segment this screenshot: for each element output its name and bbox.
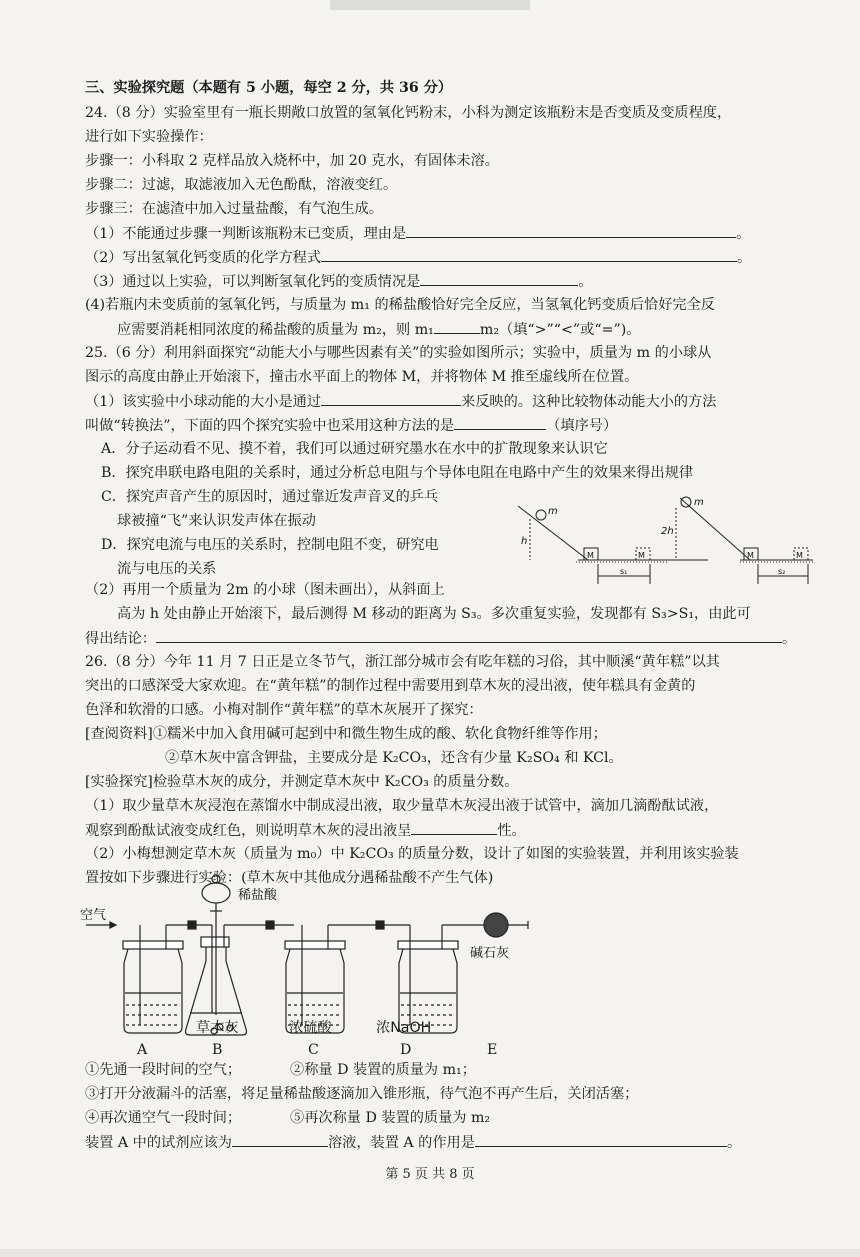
answer-blank[interactable]	[406, 223, 736, 238]
q26-final-b: 溶液，装置 A 的作用是	[327, 1135, 475, 1151]
step-4: ④再次通空气一段时间；	[85, 1110, 242, 1126]
q25-part-2c-text: 得出结论：	[85, 631, 156, 647]
q24-part-4b-pre: 应需要消耗相同浓度的稀盐酸的质量为 m₂，则 m₁	[117, 322, 434, 338]
q25-part-1	[85, 391, 716, 412]
q25-part-2a: （2）再用一个质量为 2m 的小球（图未画出），从斜面上	[85, 582, 445, 598]
fig-block-label: M	[587, 551, 594, 560]
q25-option-c-2: 球被撞“飞”来认识发声体在振动	[117, 513, 316, 529]
q26-part-2b: 置按如下步骤进行实验：(草木灰中其他成分遇稀盐酸不产生气体)	[85, 870, 494, 886]
fig-s1-label: s₁	[620, 567, 628, 576]
q26-reference-1: [查阅资料]①糯米中加入食用碱可起到中和微生物生成的酸、软化食物纤维等作用；	[85, 726, 607, 742]
answer-blank[interactable]	[411, 820, 497, 835]
period: 。	[737, 250, 752, 266]
label-c: C	[308, 1042, 319, 1058]
answer-blank[interactable]	[434, 319, 480, 334]
label-naoh: 浓NaOH	[376, 1020, 432, 1036]
air-label: 空气	[80, 908, 107, 923]
q26-part-2a: （2）小梅想测定草木灰（质量为 m₀）中 K₂CO₃ 的质量分数，设计了如图的实验装置，并利用该实验装	[85, 846, 739, 862]
q26-final-line	[85, 1132, 741, 1153]
q24-part-2-text: （2）写出氢氧化钙变质的化学方程式	[85, 250, 322, 266]
q24-line-2: 进行如下实验操作：	[85, 129, 213, 145]
soda-lime-label: 碱石灰	[470, 946, 510, 961]
q24-part-4b-post: m₂（填“>”“<”或“=”)。	[479, 322, 641, 338]
answer-blank[interactable]	[321, 247, 737, 262]
q26-reference-2: ②草木灰中富含钾盐，主要成分是 K₂CO₃，还含有少量 K₂SO₄ 和 KCl。	[165, 750, 623, 766]
q24-part-1	[85, 223, 750, 244]
period: 。	[736, 226, 751, 242]
tube-e	[484, 913, 528, 937]
answer-blank[interactable]	[454, 415, 546, 430]
step-2: ②称量 D 装置的质量为 m₁；	[290, 1062, 476, 1078]
fig-m-label: m	[694, 497, 704, 508]
fig-block-label: M	[796, 551, 803, 560]
q25-line-4-post: （填序号）	[546, 418, 618, 434]
label-h2so4: 浓硫酸	[289, 1020, 332, 1036]
q25-part-2c	[85, 628, 796, 649]
q24-step-1: 步骤一：小科取 2 克样品放入烧杯中，加 20 克水，有固体未溶。	[85, 153, 499, 169]
period: 。	[726, 1135, 742, 1151]
q25-option-d-2: 流与电压的关系	[117, 561, 217, 577]
fig-m-label: m	[548, 506, 558, 517]
scan-mark-top	[330, 0, 530, 10]
fig-block-label: M	[638, 551, 645, 560]
q24-part-2	[85, 247, 751, 268]
label-d: D	[400, 1042, 412, 1058]
answer-blank[interactable]	[475, 1132, 727, 1147]
q24-part-3-text: （3）通过以上实验，可以判断氢氧化钙的变质情况是	[85, 274, 421, 290]
q26-part-1b	[85, 820, 526, 841]
q24-part-4b	[117, 319, 640, 340]
q25-option-c-1: C．探究声音产生的原因时，通过靠近发声音叉的乒乓	[101, 489, 439, 505]
q24-step-3: 步骤三：在滤渣中加入过量盐酸，有气泡生成。	[85, 201, 383, 217]
q26-part-1b-post: 性。	[497, 823, 526, 839]
fig-h-label: h	[521, 536, 528, 547]
q25-part-1-pre: （1）该实验中小球动能的大小是通过	[85, 394, 322, 410]
section-title: 三、实验探究题（本题有 5 小题，每空 2 分，共 36 分）	[85, 80, 453, 96]
step-3: ③打开分液漏斗的活塞，将足量稀盐酸逐滴加入锥形瓶，待气泡不再产生后，关闭活塞；	[85, 1086, 639, 1102]
q24-part-3	[85, 271, 593, 292]
q25-option-a: A．分子运动看不见、摸不着，我们可以通过研究墨水在水中的扩散现象来认识它	[101, 441, 608, 457]
bottle-c	[285, 925, 345, 1033]
step-5: ⑤再次称量 D 装置的质量为 m₂	[290, 1110, 491, 1126]
label-e: E	[487, 1042, 498, 1058]
incline-figure	[508, 488, 818, 588]
q26-part-1b-pre: 观察到酚酞试液变成红色，则说明草木灰的浸出液呈	[85, 823, 412, 839]
q24-step-2: 步骤二：过滤，取滤液加入无色酚酞，溶液变红。	[85, 177, 398, 193]
q25-line-1: 25.（6 分）利用斜面探究“动能大小与哪些因素有关”的实验如图所示；实验中，质量为 m 的小球从	[85, 345, 712, 361]
fig-s2-label: s₂	[778, 567, 786, 576]
hcl-label: 稀盐酸	[238, 888, 278, 903]
q26-line-2: 突出的口感深受大家欢迎。在“黄年糕”的制作过程中需要用到草木灰的浸出液，使年糕具有金黄的	[85, 678, 696, 694]
fig-block-label: M	[747, 551, 754, 560]
q25-line-4	[85, 415, 617, 436]
q26-final-a: 装置 A 中的试剂应该为	[85, 1135, 232, 1151]
period: 。	[781, 631, 797, 647]
q24-line-1: 24.（8 分）实验室里有一瓶长期敞口放置的氢氧化钙粉末，小科为测定该瓶粉末是否变质及变质程度，	[85, 105, 732, 121]
answer-blank[interactable]	[420, 271, 578, 286]
bottle-a	[123, 925, 183, 1033]
bottle-d	[398, 925, 458, 1033]
q26-part-1a: （1）取少量草木灰浸泡在蒸馏水中制成浸出液，取少量草木灰浸出液于试管中，滴加几滴酚酞试液，	[85, 798, 719, 814]
step-1: ①先通一段时间的空气；	[85, 1062, 242, 1078]
q24-part-1-text: （1）不能通过步骤一判断该瓶粉末已变质，理由是	[85, 226, 407, 242]
q25-part-2b: 高为 h 处由静止开始滚下，最后测得 M 移动的距离为 S₃。多次重复实验，发现都有 S₃>S₁，由此可	[117, 606, 751, 622]
q25-line-4-pre: 叫做“转换法”，下面的四个探究实验中也采用这种方法的是	[85, 418, 455, 434]
q25-option-b: B．探究串联电路电阻的关系时，通过分析总电阻与个导体电阻在电路中产生的效果来得出规律	[101, 465, 694, 481]
q25-part-1-post: 来反映的。这种比较物体动能大小的方法	[461, 394, 717, 410]
q25-option-d-1: D．探究电流与电压的关系时，控制电阻不变，研究电	[101, 537, 439, 553]
q26-line-3: 色泽和软滑的口感。小梅对制作“黄年糕”的草木灰展开了探究：	[85, 702, 483, 718]
answer-blank[interactable]	[156, 628, 782, 643]
incline-diagram-1	[518, 506, 708, 584]
q26-explore: [实验探究]检验草木灰的成分，并测定草木灰中 K₂CO₃ 的质量分数。	[85, 774, 519, 790]
label-ash: 草木灰	[196, 1020, 239, 1036]
label-b: B	[212, 1042, 223, 1058]
label-a: A	[137, 1042, 148, 1058]
scan-mark-bottom	[0, 1249, 860, 1257]
page-footer: 第 5 页 共 8 页	[385, 1167, 475, 1182]
period: 。	[578, 274, 593, 290]
q26-line-1: 26.（8 分）今年 11 月 7 日正是立冬节气，浙江部分城市会有吃年糕的习俗，其中顺溪“黄年糕”以其	[85, 654, 720, 670]
fig-2h-label: 2h	[661, 526, 674, 537]
incline-diagram-2	[676, 497, 813, 584]
q24-part-4a: (4)若瓶内未变质前的氢氧化钙，与质量为 m₁ 的稀盐酸恰好完全反应，当氢氧化钙变质后恰好完全反	[85, 297, 715, 313]
answer-blank[interactable]	[232, 1132, 328, 1147]
answer-blank[interactable]	[321, 391, 461, 406]
q25-line-2: 图示的高度由静止开始滚下，撞击水平面上的物体 M，并将物体 M 推至虚线所在位置。	[85, 369, 639, 385]
